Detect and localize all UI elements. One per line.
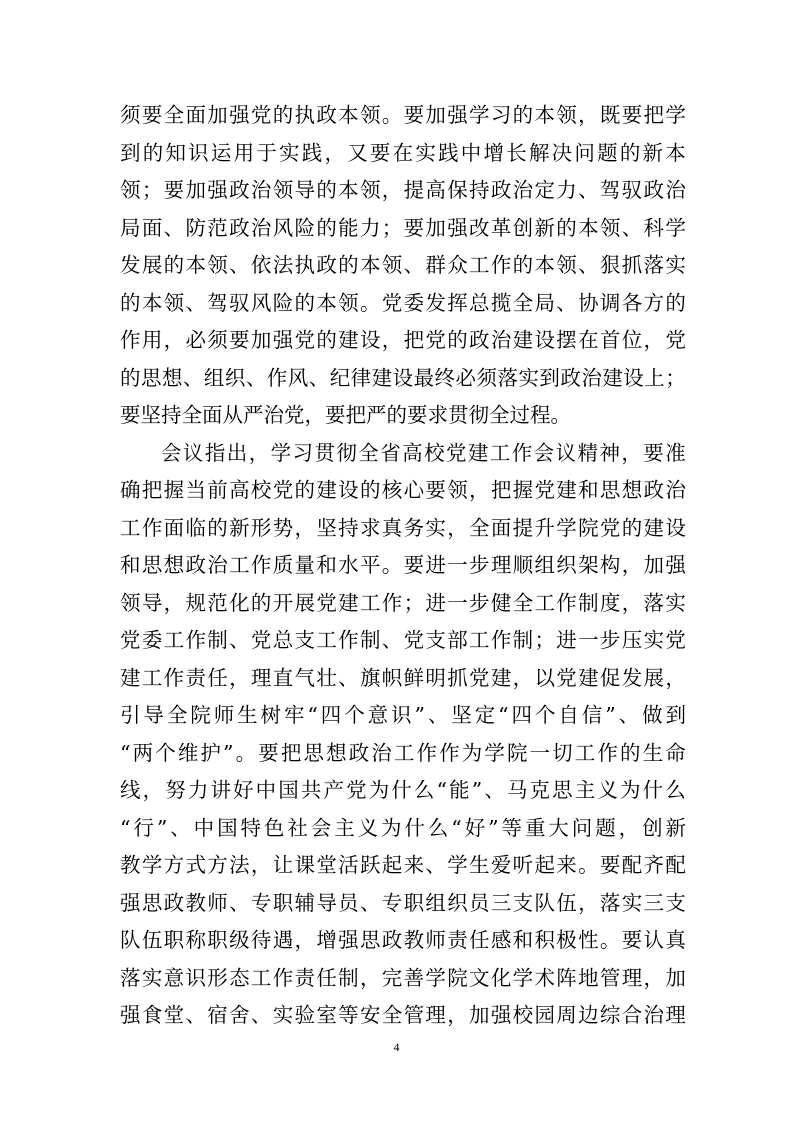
text-line: 党 委 工 作 制 、 党 总 支 工 作 制 、 党 支 部 工 作 制 ； 进 一 步 压 实 党 (120, 628, 686, 652)
text-line: 线 ， 努 力 讲 好 中 国 共 产 党 为 什 么 “ 能 ” 、 马 克 思 主 义 为 什 么 (120, 778, 686, 802)
text-line: 要 坚 持 全 面 从 严 治 党 ， 要 把 严 的 要 求 贯 彻 全 过 程 。 (120, 403, 571, 427)
page-number: 4 (393, 1040, 400, 1054)
text-line: 强 食 堂 、 宿 舍 、 实 验 室 等 安 全 管 理 ， 加 强 校 园 周 边 综 合 治 理 (120, 1003, 686, 1027)
text-line: 建 工 作 责 任 ， 理 直 气 壮 、 旗 帜 鲜 明 抓 党 建 ， 以 党 建 促 发 展 ， (120, 665, 686, 690)
body-text (120, 97, 686, 1035)
text-line: 确 把 握 当 前 高 校 党 的 建 设 的 核 心 要 领 ， 把 握 党 建 和 思 想 政 治 (120, 478, 686, 502)
text-line: 作 用 ， 必 须 要 加 强 党 的 建 设 ， 把 党 的 政 治 建 设 摆 在 首 位 ， 党 (120, 328, 686, 352)
text-line: 须 要 全 面 加 强 党 的 执 政 本 领 。 要 加 强 学 习 的 本 领 ， 既 要 把 学 (120, 103, 686, 127)
text-line: 强 思 政 教 师 、 专 职 辅 导 员 、 专 职 组 织 员 三 支 队 伍 ， 落 实 三 支 (120, 890, 686, 915)
text-line: “ 行 ” 、 中 国 特 色 社 会 主 义 为 什 么 “ 好 ” 等 重 大 问 题 ， 创 新 (120, 815, 686, 840)
text-line: 教 学 方 式 方 法 ， 让 课 堂 活 跃 起 来 、 学 生 爱 听 起 来 。 要 配 齐 配 (120, 853, 686, 877)
text-line: 会 议 指 出 ， 学 习 贯 彻 全 省 高 校 党 建 工 作 会 议 精 神 ， 要 准 (161, 440, 686, 465)
text-line: 领 导 ， 规 范 化 的 开 展 党 建 工 作 ； 进 一 步 健 全 工 作 制 度 ， 落 实 (120, 590, 686, 615)
text-line: 队 伍 职 称 职 级 待 遇 ， 增 强 思 政 教 师 责 任 感 和 积 极 性 。 要 认 真 (120, 928, 686, 952)
text-line: 和 思 想 政 治 工 作 质 量 和 水 平 。 要 进 一 步 理 顺 组 织 架 构 ， 加 强 (120, 553, 686, 577)
text-line: 到 的 知 识 运 用 于 实 践 ， 又 要 在 实 践 中 增 长 解 决 问 题 的 新 本 (120, 140, 686, 165)
text-line: 发 展 的 本 领 、 依 法 执 政 的 本 领 、 群 众 工 作 的 本 领 、 狠 抓 落 实 (120, 253, 686, 277)
text-line: 局 面 、 防 范 政 治 风 险 的 能 力 ； 要 加 强 改 革 创 新 的 本 领 、 科 学 (120, 215, 686, 240)
text-line: 工 作 面 临 的 新 形 势 ， 坚 持 求 真 务 实 ， 全 面 提 升 学 院 党 的 建 设 (120, 515, 686, 540)
text-line: 的 本 领 、 驾 驭 风 险 的 本 领 。 党 委 发 挥 总 揽 全 局 、 协 调 各 方 的 (120, 290, 686, 315)
text-line: 领 ； 要 加 强 政 治 领 导 的 本 领 ， 提 高 保 持 政 治 定 力 、 驾 驭 政 治 (120, 178, 686, 202)
text-line: 落 实 意 识 形 态 工 作 责 任 制 ， 完 善 学 院 文 化 学 术 阵 地 管 理 ， 加 (120, 965, 686, 990)
text-line: 引 导 全 院 师 生 树 牢 “ 四 个 意 识 ” 、 坚 定 “ 四 个 自 信 ” 、 做 到 (120, 703, 686, 727)
text-line: “ 两 个 维 护 ” 。 要 把 思 想 政 治 工 作 作 为 学 院 一 切 工 作 的 生 命 (120, 740, 686, 765)
text-line: 的 思 想 、 组 织 、 作 风 、 纪 律 建 设 最 终 必 须 落 实 到 政 治 建 设 上 ； (120, 365, 686, 390)
